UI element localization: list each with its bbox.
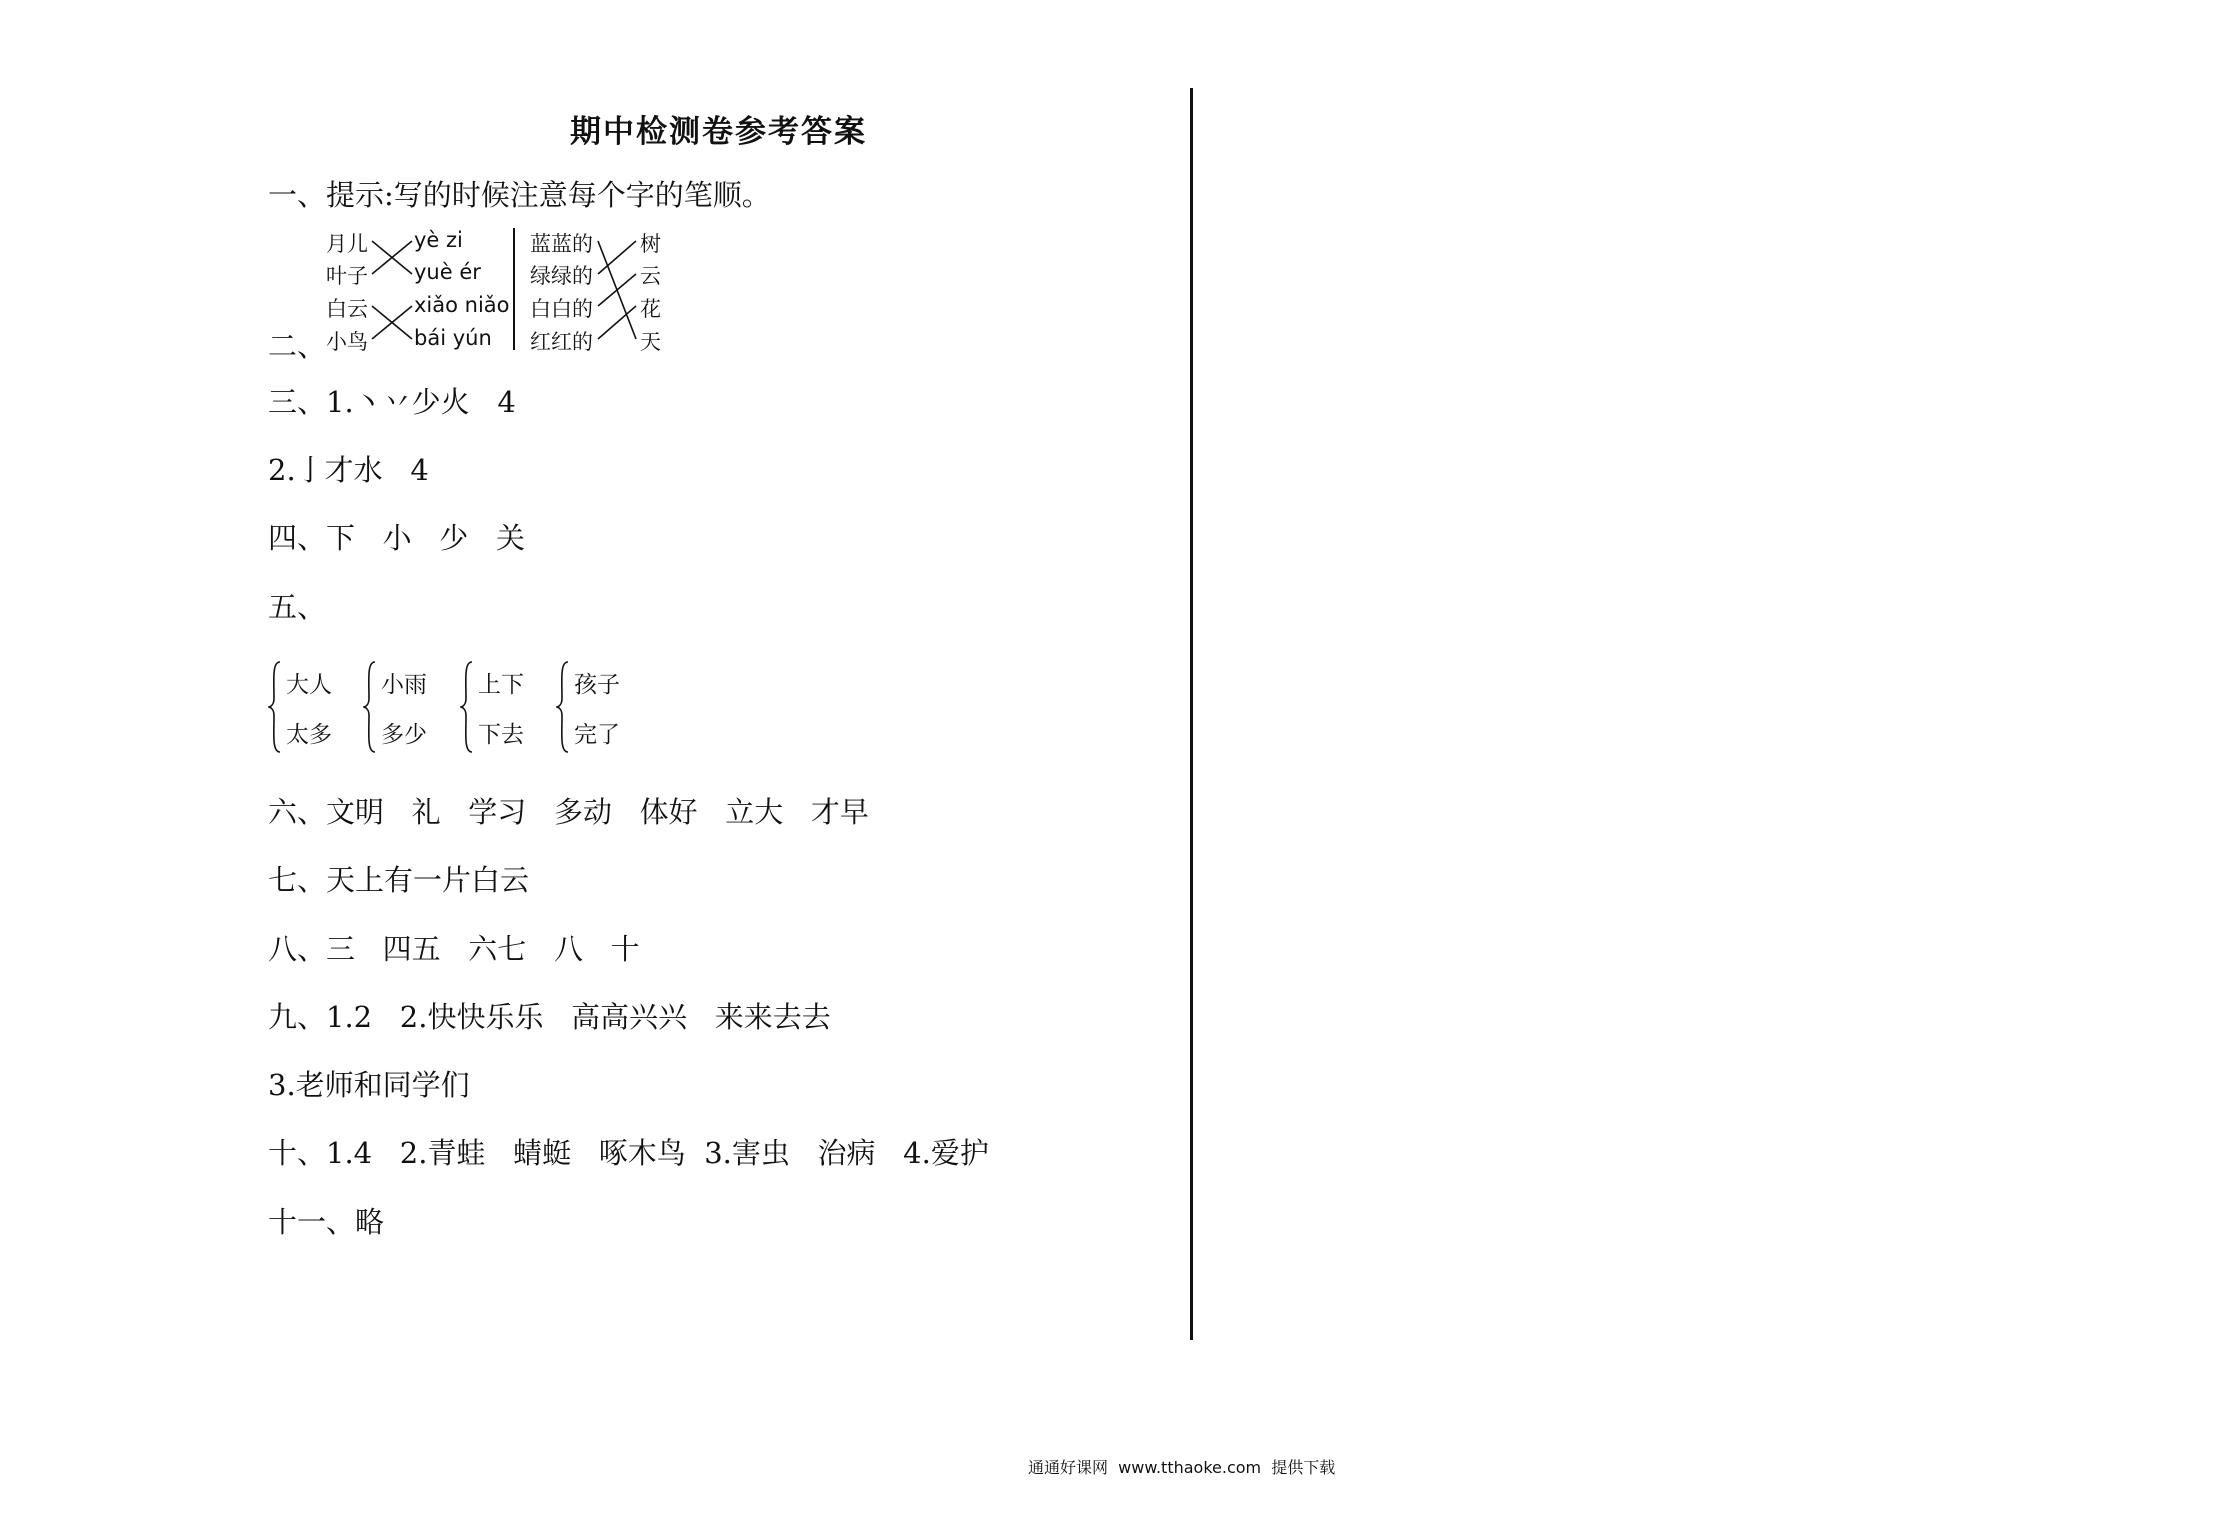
answer-3-line-1: 三、1.丶丷少火 4 (268, 385, 516, 419)
word-left-1: 月儿 (326, 232, 368, 256)
noun-1: 树 (640, 232, 661, 256)
brace-word-top: 小雨 (381, 672, 427, 698)
adjective-3: 白白的 (530, 297, 593, 321)
page-title: 期中检测卷参考答案 (570, 114, 867, 150)
answer-2-label: 二、 (268, 329, 327, 363)
brace-word-top: 孩子 (574, 672, 620, 698)
brace-group-3 (460, 660, 550, 754)
answer-5-label: 五、 (268, 590, 327, 624)
answer-6: 六、文明 礼 学习 多动 体好 立大 才早 (268, 795, 869, 829)
answer-10: 十、1.4 2.青蛙 蜻蜓 啄木鸟 3.害虫 治病 4.爱护 (268, 1136, 989, 1170)
page-footer: 通通好课网 www.tthaoke.com 提供下载 (1028, 1458, 1336, 1477)
brace-group-4 (556, 660, 646, 754)
brace-icon (268, 660, 282, 754)
pinyin-2: yuè ér (414, 260, 481, 284)
brace-word-bottom: 多少 (381, 722, 427, 748)
brace-word-bottom: 下去 (478, 722, 524, 748)
noun-3: 花 (640, 297, 661, 321)
brace-group-1 (268, 660, 358, 754)
brace-group-2 (363, 660, 453, 754)
answer-9-line-1: 九、1.2 2.快快乐乐 高高兴兴 来来去去 (268, 1000, 831, 1034)
adjective-1: 蓝蓝的 (530, 232, 593, 256)
word-left-3: 白云 (326, 297, 368, 321)
adjective-2: 绿绿的 (530, 264, 593, 288)
pinyin-4: bái yún (414, 326, 492, 350)
brace-word-top: 上下 (478, 672, 524, 698)
pinyin-3: xiǎo niǎo (414, 293, 510, 317)
answer-9-line-2: 3.老师和同学们 (268, 1068, 470, 1102)
answer-3-line-2: 2.亅才水 4 (268, 453, 429, 487)
brace-word-bottom: 太多 (286, 722, 332, 748)
brace-icon (556, 660, 570, 754)
adjective-4: 红红的 (530, 330, 593, 354)
match-line-7 (598, 274, 636, 306)
answer-11: 十一、略 (268, 1205, 385, 1239)
answer-7: 七、天上有一片白云 (268, 863, 530, 897)
brace-icon (363, 660, 377, 754)
brace-icon (460, 660, 474, 754)
answer-1: 一、提示:写的时候注意每个字的笔顺。 (268, 178, 771, 212)
answer-8: 八、三 四五 六七 八 十 (268, 932, 640, 966)
brace-word-top: 大人 (286, 672, 332, 698)
noun-2: 云 (640, 264, 661, 288)
pinyin-1: yè zi (414, 228, 463, 252)
answer-4: 四、下 小 少 关 (268, 521, 525, 555)
noun-4: 天 (640, 330, 661, 354)
word-left-2: 叶子 (326, 264, 368, 288)
brace-word-bottom: 完了 (574, 722, 620, 748)
word-left-4: 小鸟 (326, 330, 368, 354)
